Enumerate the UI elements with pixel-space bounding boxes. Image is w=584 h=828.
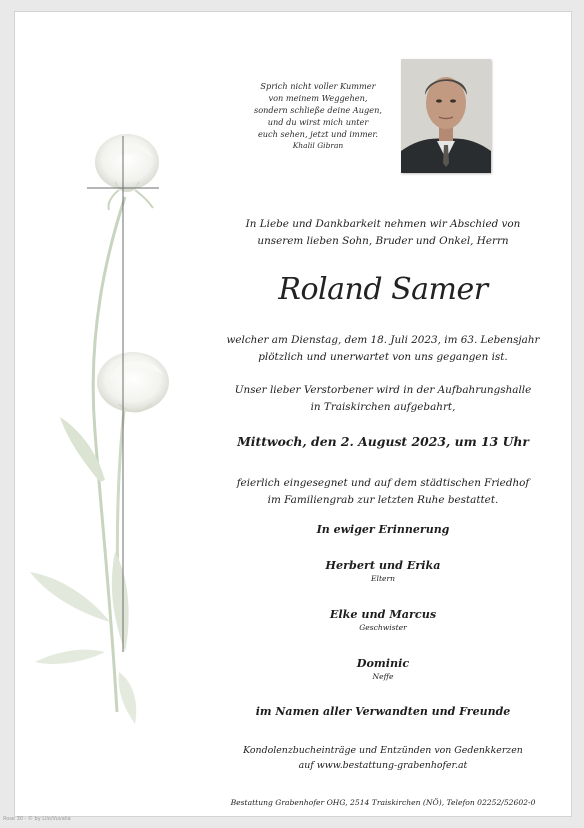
burial-text [195, 475, 571, 509]
mourner-names: Herbert und Erika [325, 558, 441, 572]
ceremony-date: Mittwoch, den 2. August 2023, um 13 Uhr [237, 434, 529, 449]
burial-line: feierlich eingesegnet und auf dem städtischen Friedhof [236, 477, 530, 489]
funeral-home-footer: Bestattung Grabenhofer OHG, 2514 Traiskirchen (NÖ), Telefon 02252/52602-0 [230, 798, 536, 807]
image-credit: Rose 30 - © by Lilo/Vuvalia [3, 816, 71, 822]
intro-line: In Liebe und Dankbarkeit nehmen wir Abschied von [245, 218, 521, 230]
quote-line: und du wirst mich unter [267, 117, 369, 127]
mourner-group [195, 655, 571, 682]
death-line: welcher am Dienstag, dem 18. Juli 2023, im 63. Lebensjahr [226, 334, 540, 346]
quote-line: von meinem Weggehen, [268, 93, 368, 103]
mourner-relation: Neffe [372, 672, 394, 681]
rose-illustration [15, 12, 215, 752]
condolence-text [195, 743, 571, 773]
deceased-name: Roland Samer [278, 272, 488, 307]
mourner-group [195, 557, 571, 584]
death-notice-text [195, 332, 571, 366]
portrait-photo [401, 59, 491, 173]
intro-line: unserem lieben Sohn, Bruder und Onkel, Herrn [257, 235, 509, 247]
mourner-names: Elke und Marcus [329, 607, 437, 621]
quote-line: Sprich nicht voller Kummer [260, 81, 376, 91]
portrait-image [401, 59, 491, 173]
quote-line: euch sehen, jetzt und immer. [257, 129, 379, 139]
condolence-link[interactable]: auf www.bestattung-grabenhofer.at [298, 760, 468, 771]
memory-heading: In ewiger Erinnerung [316, 523, 450, 536]
memorial-quote [233, 80, 403, 152]
obituary-card [14, 11, 572, 817]
intro-text [195, 216, 571, 250]
mourner-names: Dominic [356, 656, 410, 670]
mourner-group [195, 606, 571, 633]
quote-line: sondern schließe deine Augen, [254, 105, 382, 115]
quote-author: Khalil Gibran [292, 141, 344, 150]
condolence-line: Kondolenzbucheinträge und Entzünden von Gedenkkerzen [243, 745, 523, 756]
mourner-relation: Eltern [370, 574, 396, 583]
death-line: plötzlich und unerwartet von uns gegangen ist. [258, 351, 508, 363]
laid-out-text [195, 382, 571, 416]
closing-line: im Namen aller Verwandten und Freunde [255, 705, 511, 718]
burial-line: im Familiengrab zur letzten Ruhe bestattet. [267, 494, 499, 506]
laid-out-line: in Traiskirchen aufgebahrt, [310, 401, 456, 413]
mourner-relation: Geschwister [359, 623, 407, 632]
laid-out-line: Unser lieber Verstorbener wird in der Aufbahrungshalle [234, 384, 532, 396]
